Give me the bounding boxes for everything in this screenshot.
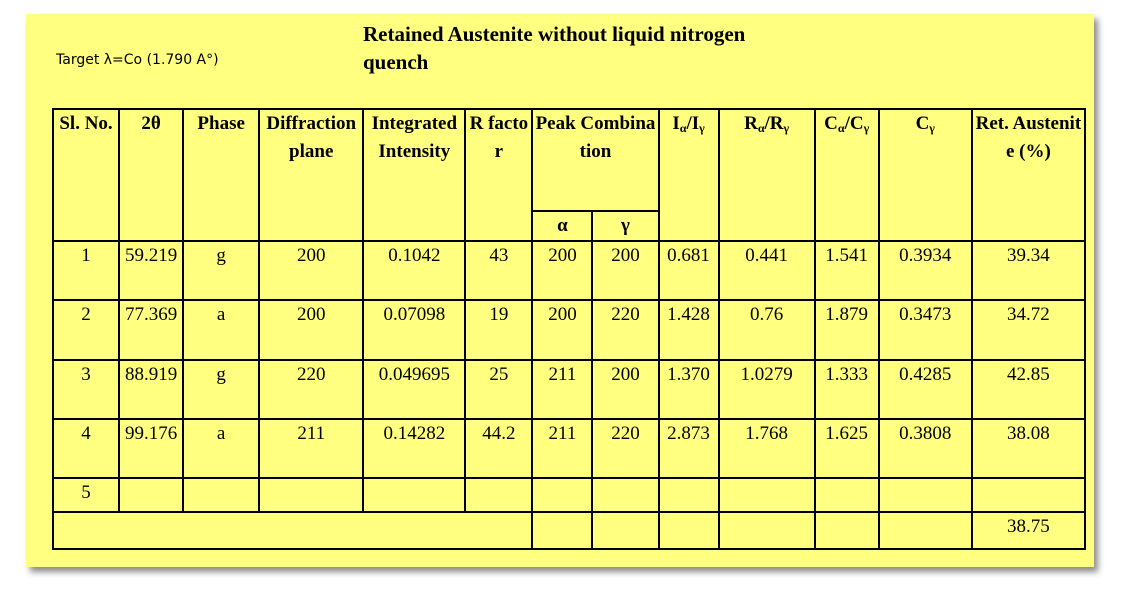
cell-gamma: 200 [592,360,658,419]
cell-empty [183,478,259,513]
header-integrated-intensity: Integrated Intensity [363,109,465,241]
cell-sl: 3 [53,360,119,419]
header-phase: Phase [183,109,259,241]
table-row [53,419,1085,478]
c-ratio-main: C [824,113,838,134]
table-row-empty [53,478,1085,513]
cell-gamma: 200 [592,241,658,300]
header-c-gamma [879,109,972,241]
c-ratio-sep: /C [844,113,864,134]
cell-sl: 2 [53,300,119,359]
cell-c-gamma: 0.3934 [879,241,972,300]
cell-i-ratio: 0.681 [659,241,719,300]
cell-alpha: 200 [532,241,592,300]
table-row [53,360,1085,419]
cell-empty [465,478,532,513]
cell-gamma: 220 [592,419,658,478]
cell-empty [879,512,972,549]
i-ratio-sub-gamma: γ [699,121,705,135]
cell-sl: 4 [53,419,119,478]
i-ratio-sep: /I [686,113,700,134]
cell-plane: 211 [259,419,363,478]
header-ret-austenite: Ret. Austenite (%) [972,109,1085,241]
cell-r-ratio: 1.768 [719,419,815,478]
c-gamma-sub: γ [929,121,935,135]
r-ratio-main: R [744,113,758,134]
cell-empty [259,478,363,513]
header-c-ratio [815,109,879,241]
cell-c-ratio: 1.879 [815,300,879,359]
cell-intensity: 0.1042 [363,241,465,300]
cell-empty [532,512,592,549]
table-row [53,300,1085,359]
i-ratio-main: I [672,113,680,134]
cell-empty [532,478,592,513]
cell-c-ratio: 1.541 [815,241,879,300]
cell-sl: 5 [53,478,119,513]
cell-empty [879,478,972,513]
cell-r-ratio: 1.0279 [719,360,815,419]
cell-two-theta: 59.219 [119,241,183,300]
cell-empty [659,478,719,513]
cell-empty [363,478,465,513]
cell-c-gamma: 0.4285 [879,360,972,419]
cell-i-ratio: 1.428 [659,300,719,359]
cell-two-theta: 77.369 [119,300,183,359]
cell-r-factor: 25 [465,360,532,419]
cell-c-gamma: 0.3473 [879,300,972,359]
table-row-average [53,512,1085,549]
header-row [53,109,1085,211]
cell-c-gamma: 0.3808 [879,419,972,478]
cell-empty [592,478,658,513]
cell-r-factor: 43 [465,241,532,300]
header-gamma: γ [592,211,658,242]
cell-intensity: 0.049695 [363,360,465,419]
header-diffraction-plane: Diffraction plane [259,109,363,241]
cell-average-ret-austenite: 38.75 [972,512,1085,549]
r-ratio-sub-gamma: γ [783,121,790,135]
header-r-factor: R factor [465,109,532,241]
r-ratio-sep: /R [764,113,784,134]
c-ratio-sub-gamma: γ [863,121,870,135]
cell-plane: 200 [259,241,363,300]
i-ratio-sub-alpha: α [679,121,687,135]
cell-ret-austenite: 34.72 [972,300,1085,359]
cell-empty [659,512,719,549]
header-sl-no: Sl. No. [53,109,119,241]
cell-empty [719,478,815,513]
cell-empty [592,512,658,549]
cell-phase: a [183,300,259,359]
c-gamma-main: C [915,113,930,134]
cell-two-theta: 88.919 [119,360,183,419]
cell-alpha: 211 [532,360,592,419]
cell-empty [119,478,183,513]
cell-empty [815,512,879,549]
cell-empty-span [53,512,532,549]
cell-phase: a [183,419,259,478]
cell-plane: 200 [259,300,363,359]
cell-phase: g [183,360,259,419]
cell-ret-austenite: 38.08 [972,419,1085,478]
cell-i-ratio: 2.873 [659,419,719,478]
r-ratio-sub-alpha: α [757,121,765,135]
retained-austenite-table [52,108,1086,550]
header-alpha: α [532,211,592,242]
header-i-ratio [659,109,719,241]
cell-r-factor: 19 [465,300,532,359]
cell-plane: 220 [259,360,363,419]
header-two-theta: 2θ [119,109,183,241]
cell-alpha: 211 [532,419,592,478]
header-peak-combination: Peak Combination [532,109,658,211]
c-ratio-sub-alpha: α [837,121,845,135]
cell-empty [815,478,879,513]
cell-gamma: 220 [592,300,658,359]
cell-r-ratio: 0.76 [719,300,815,359]
cell-intensity: 0.14282 [363,419,465,478]
page-title: Retained Austenite without liquid nitrogen quench [363,22,746,74]
header-r-ratio [719,109,815,241]
cell-c-ratio: 1.333 [815,360,879,419]
cell-i-ratio: 1.370 [659,360,719,419]
cell-phase: g [183,241,259,300]
cell-c-ratio: 1.625 [815,419,879,478]
cell-ret-austenite: 39.34 [972,241,1085,300]
target-wavelength-label: Target λ=Co (1.790 A°) [56,52,219,68]
cell-r-factor: 44.2 [465,419,532,478]
cell-r-ratio: 0.441 [719,241,815,300]
table-row [53,241,1085,300]
cell-sl: 1 [53,241,119,300]
cell-empty [972,478,1085,513]
cell-alpha: 200 [532,300,592,359]
cell-empty [719,512,815,549]
cell-two-theta: 99.176 [119,419,183,478]
cell-ret-austenite: 42.85 [972,360,1085,419]
cell-intensity: 0.07098 [363,300,465,359]
